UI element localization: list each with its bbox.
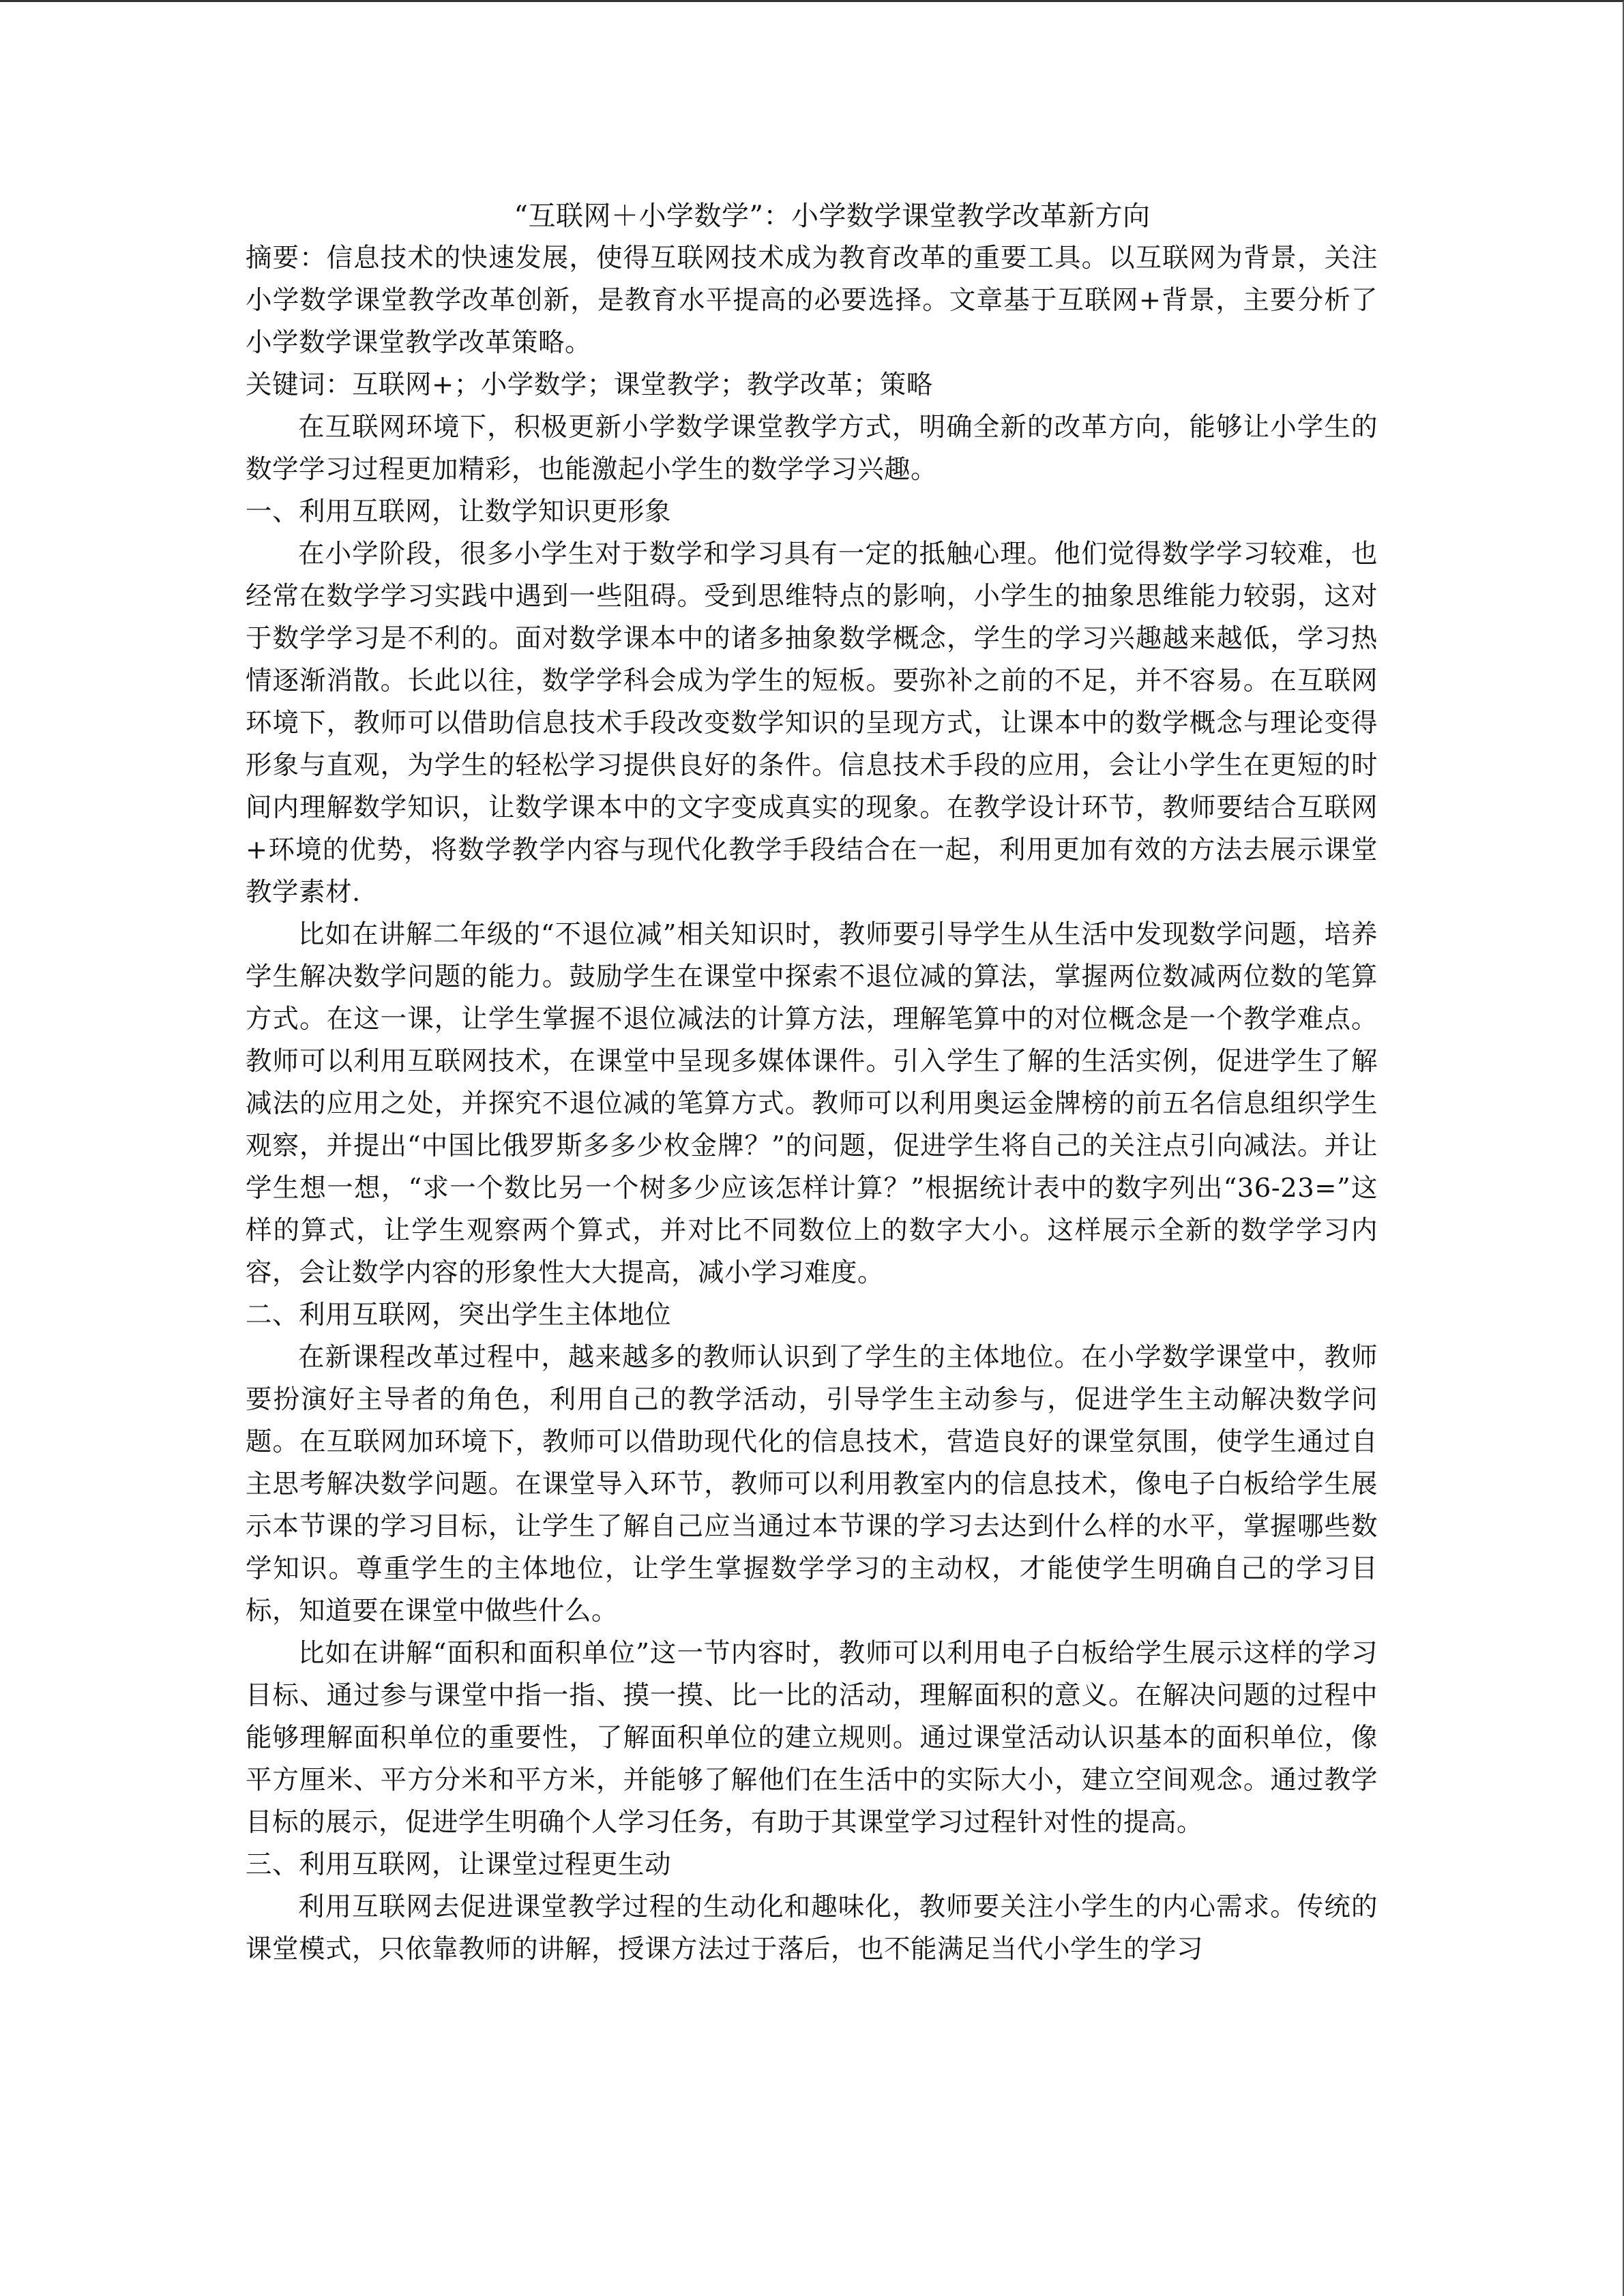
keywords: 关键词：互联网+；小学数学；课堂教学；教学改革；策略	[246, 370, 933, 400]
section-3-heading: 三、利用互联网，让课堂过程更生动	[246, 1849, 672, 1880]
intro-paragraph: 在互联网环境下，积极更新小学数学课堂教学方式，明确全新的改革方向，能够让小学生的数学学习过程更加精彩，也能激起小学生的数学学习兴趣。	[246, 412, 1378, 485]
section-2-paragraph-1: 在新课程改革过程中，越来越多的教师认识到了学生的主体地位。在小学数学课堂中，教师要扮演好主导者的角色，利用自己的教学活动，引导学生主动参与，促进学生主动解决数学问题。在互联网加环境下，教师可以借助现代化的信息技术，营造良好的课堂氛围，使学生通过自主思考解决数学问题。在课堂导入环节，教师可以利用教室内的信息技术，像电子白板给学生展示本节课的学习目标，让学生了解自己应当通过本节课的学习去达到什么样的水平，掌握哪些数学知识。尊重学生的主体地位，让学生掌握数学学习的主动权，才能使学生明确自己的学习目标，知道要在课堂中做些什么。	[246, 1342, 1378, 1626]
document-body	[246, 195, 1378, 1971]
section-2-paragraph-2: 比如在讲解“面积和面积单位”这一节内容时，教师可以利用电子白板给学生展示这样的学习目标、通过参与课堂中指一指、摸一摸、比一比的活动，理解面积的意义。在解决问题的过程中能够理解面积单位的重要性，了解面积单位的建立规则。通过课堂活动认识基本的面积单位，像平方厘米、平方分米和平方米，并能够了解他们在生活中的实际大小，建立空间观念。通过教学目标的展示，促进学生明确个人学习任务，有助于其课堂学习过程针对性的提高。	[246, 1638, 1378, 1838]
section-1-paragraph-1: 在小学阶段，很多小学生对于数学和学习具有一定的抵触心理。他们觉得数学学习较难，也经常在数学学习实践中遇到一些阻碍。受到思维特点的影响，小学生的抽象思维能力较弱，这对于数学学习是不利的。面对数学课本中的诸多抽象数学概念，学生的学习兴趣越来越低，学习热情逐渐消散。长此以往，数学学科会成为学生的短板。要弥补之前的不足，并不容易。在互联网环境下，教师可以借助信息技术手段改变数学知识的呈现方式，让课本中的数学概念与理论变得形象与直观，为学生的轻松学习提供良好的条件。信息技术手段的应用，会让小学生在更短的时间内理解数学知识，让数学课本中的文字变成真实的现象。在教学设计环节，教师要结合互联网+环境的优势，将数学教学内容与现代化教学手段结合在一起，利用更加有效的方法去展示课堂教学素材.	[246, 539, 1378, 908]
abstract: 摘要：信息技术的快速发展，使得互联网技术成为教育改革的重要工具。以互联网为背景，关注小学数学课堂教学改革创新，是教育水平提高的必要选择。文章基于互联网+背景，主要分析了小学数学课堂教学改革策略。	[246, 243, 1378, 358]
section-1-heading: 一、利用互联网，让数学知识更形象	[246, 496, 672, 527]
section-1-paragraph-2: 比如在讲解二年级的“不退位减”相关知识时，教师要引导学生从生活中发现数学问题，培养学生解决数学问题的能力。鼓励学生在课堂中探索不退位减的算法，掌握两位数减两位数的笔算方式。在这一课，让学生掌握不退位减法的计算方法，理解笔算中的对位概念是一个教学难点。教师可以利用互联网技术，在课堂中呈现多媒体课件。引入学生了解的生活实例，促进学生了解减法的应用之处，并探究不退位减的笔算方式。教师可以利用奥运金牌榜的前五名信息组织学生观察，并提出“中国比俄罗斯多多少枚金牌？”的问题，促进学生将自己的关注点引向减法。并让学生想一想，“求一个数比另一个树多少应该怎样计算？”根据统计表中的数字列出“36-23=”这样的算式，让学生观察两个算式，并对比不同数位上的数字大小。这样展示全新的数学学习内容，会让数学内容的形象性大大提高，减小学习难度。	[246, 919, 1378, 1288]
document-title: “互联网＋小学数学”：小学数学课堂教学改革新方向	[514, 200, 1151, 232]
section-2-heading: 二、利用互联网，突出学生主体地位	[246, 1300, 672, 1330]
section-3-paragraph-1: 利用互联网去促进课堂教学过程的生动化和趣味化，教师要关注小学生的内心需求。传统的课堂模式，只依靠教师的讲解，授课方法过于落后，也不能满足当代小学生的学习	[246, 1892, 1378, 1965]
